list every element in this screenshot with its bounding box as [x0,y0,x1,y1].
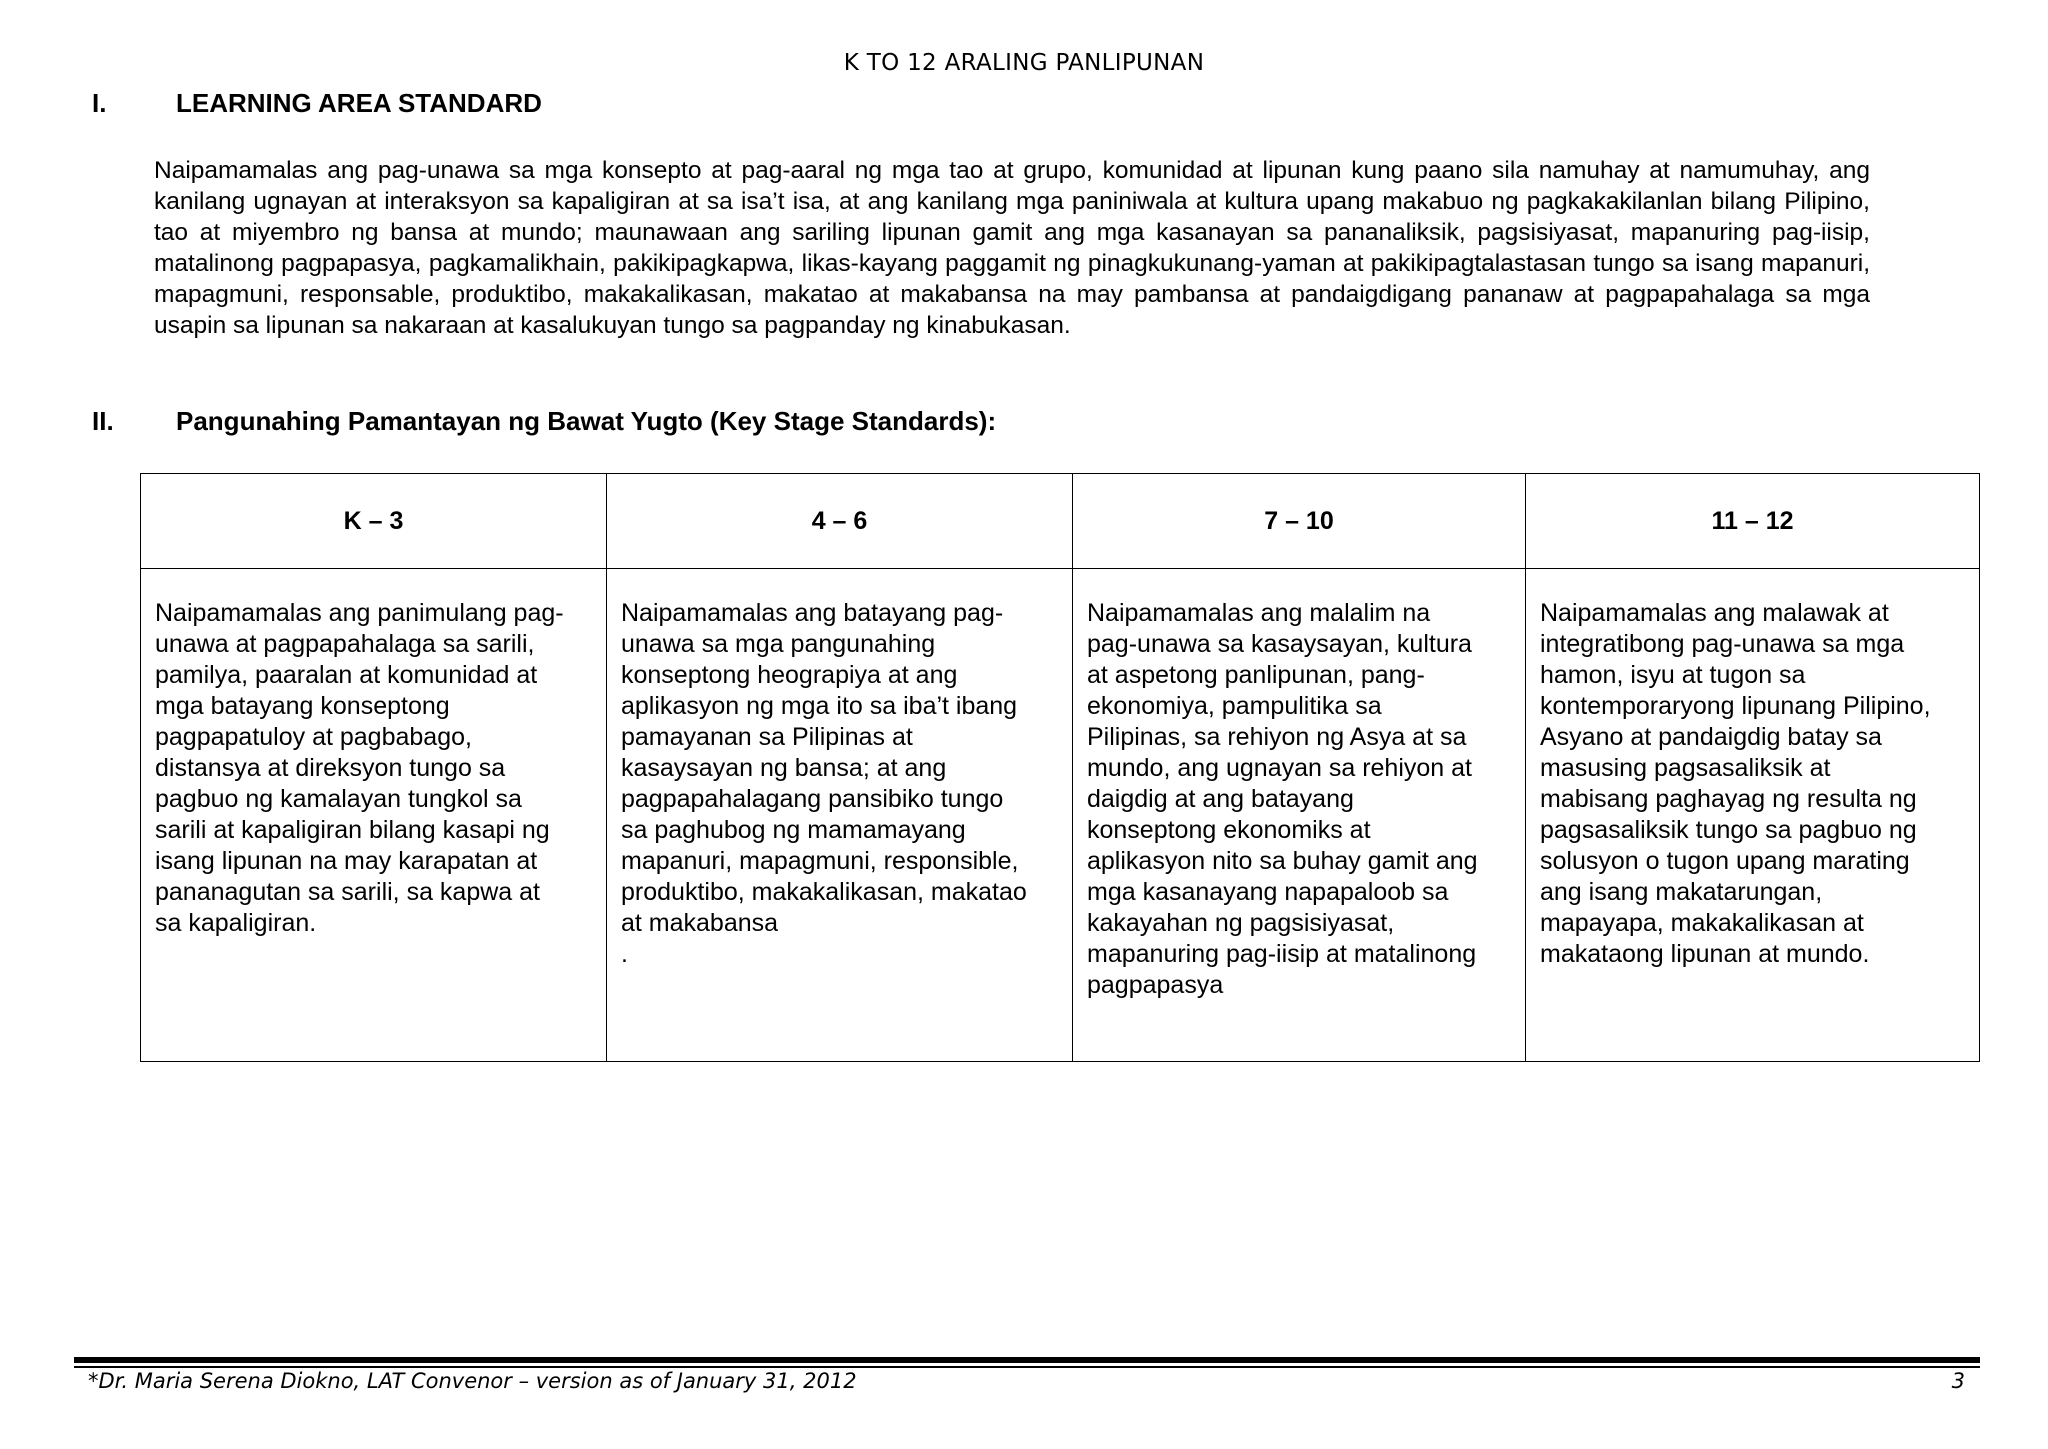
key-stage-standards-table [140,473,1980,1062]
section-title: Pangunahing Pamantayan ng Bawat Yugto (Key Stage Standards): [176,406,997,436]
page-number: 3 [1951,1369,1965,1393]
column-header-4-6: 4 – 6 [607,474,1073,569]
standard-cell-7-10: Naipamamalas ang malalim na pag-unawa sa kasaysayan, kultura at aspetong panlipunan, pang- ekonomiya, pampulitika sa Pilipinas, sa rehiyon ng Asya at sa mundo, ang ugnayan sa rehiyon at daigdig at ang batayang konseptong ekonomiks at aplikasyon nito sa buhay gamit ang mga kasanayang napapaloob sa kakayahan ng pagsisiyasat, mapanuring pag-iisip at matalinong pagpapasya [1073,569,1526,1062]
section-number: I. [92,88,107,118]
footer-divider [74,1357,1980,1363]
standard-cell-k-3: Naipamamalas ang panimulang pag- unawa at pagpapahalaga sa sarili, pamilya, paaralan at komunidad at mga batayang konseptong pagpapatuloy at pagbabago, distansya at direksyon tungo sa pagbuo ng kamalayan tungkol sa sarili at kapaligiran bilang kasapi ng isang lipunan na may karapatan at pananagutan sa sarili, sa kapwa at sa kapaligiran. [141,569,607,1062]
section-number: II. [92,406,114,436]
column-header-11-12: 11 – 12 [1526,474,1980,569]
learning-area-standard-paragraph: Naipamamalas ang pag-unawa sa mga konsepto at pag-aaral ng mga tao at grupo, komunidad at lipunan kung paano sila namuhay at namumuhay, ang kanilang ugnayan at interaksyon sa kapaligiran at sa isa’t isa, at ang kanilang mga paniniwala at kultura upang makabuo ng pagkakakilanlan bilang Pilipino, tao at miyembro ng bansa at mundo; maunawaan ang sariling lipunan gamit ang mga kasanayan sa pananaliksik, pagsisiyasat, mapanuring pag-iisip, matalinong pagpapasya, pagkamalikhain, pakikipagkapwa, likas-kayang paggamit ng pinagkukunang-yaman at pakikipagtalastasan tungo sa isang mapanuri, mapagmuni, responsable, produktibo, makakalikasan, makatao at makabansa na may pambansa at pandaigdigang pananaw at pagpapahalaga sa mga usapin sa lipunan sa nakaraan at kasalukuyan tungo sa pagpanday ng kinabukasan. [154,157,1870,339]
column-header-7-10: 7 – 10 [1073,474,1526,569]
footer-note: *Dr. Maria Serena Diokno, LAT Convenor – version as of January 31, 2012 [88,1369,857,1393]
table-row [141,569,1980,1062]
document-header: K TO 12 ARALING PANLIPUNAN [843,50,1205,76]
footer-divider-thin [74,1366,1980,1368]
standard-cell-4-6: Naipamamalas ang batayang pag- unawa sa mga pangunahing konseptong heograpiya at ang aplikasyon ng mga ito sa iba’t ibang pamayanan sa Pilipinas at kasaysayan ng bansa; at ang pagpapahalagang pansibiko tungo sa paghubog ng mamamayang mapanuri, mapagmuni, responsible, produktibo, makakalikasan, makatao at makabansa . [607,569,1073,1062]
section-title: LEARNING AREA STANDARD [176,88,542,118]
standard-cell-11-12: Naipamamalas ang malawak at integratibong pag-unawa sa mga hamon, isyu at tugon sa kontemporaryong lipunang Pilipino, Asyano at pandaigdig batay sa masusing pagsasaliksik at mabisang paghayag ng resulta ng pagsasaliksik tungo sa pagbuo ng solusyon o tugon upang marating ang isang makatarungan, mapayapa, makakalikasan at makataong lipunan at mundo. [1526,569,1980,1062]
table-header-row [141,474,1980,569]
column-header-k-3: K – 3 [141,474,607,569]
